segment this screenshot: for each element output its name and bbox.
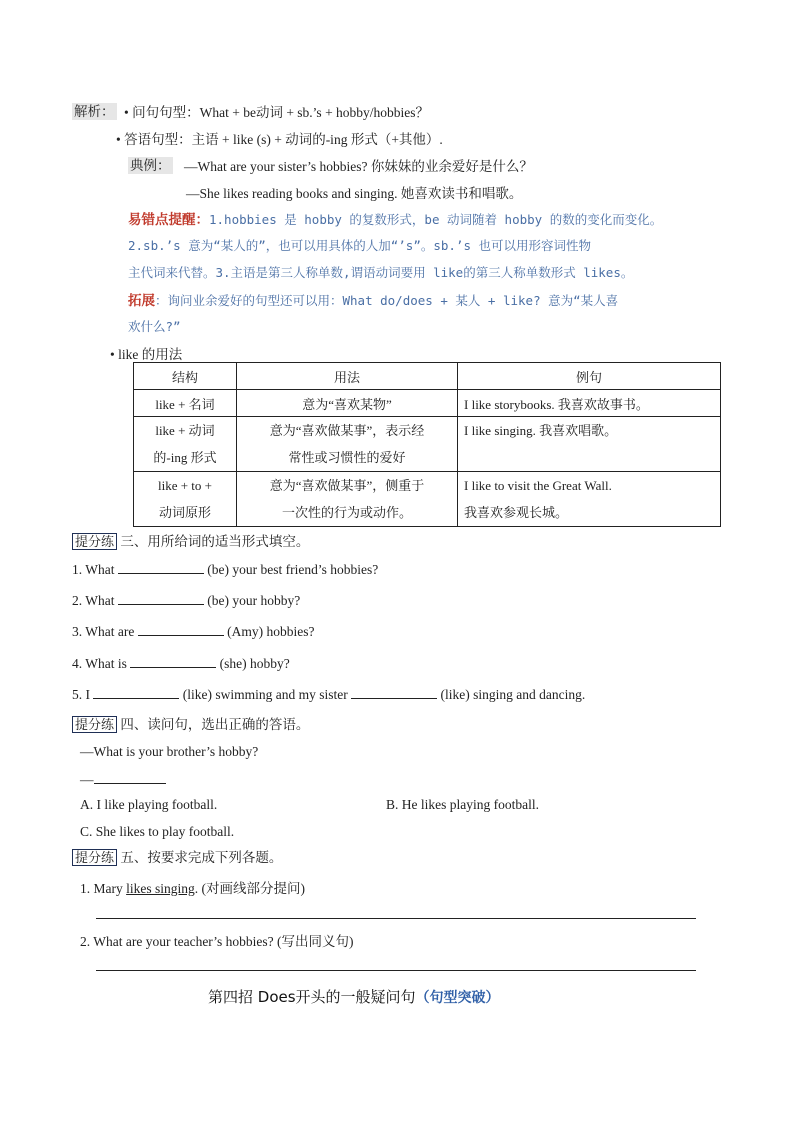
blank-input[interactable] [93,686,179,699]
exercise-3-title: 三、用所给词的适当形式填空。 [120,534,310,549]
cell-line: 的-ing 形式 [153,450,217,465]
blank-input[interactable] [118,592,204,605]
practice-tag: 提分练 [72,533,117,550]
table-header-example: 例句 [458,363,721,390]
dash: — [80,772,94,787]
exercise-4-answer-row [80,771,166,788]
exercise-4-header [72,713,309,733]
exercise-4-question: —What is your brother’s hobby? [80,744,259,759]
q2-start: 2. What [72,593,115,608]
table-cell: 意为“喜欢某物” [237,390,458,417]
q1-end: . (对画线部分提问) [194,881,306,896]
q3-end: (Amy) hobbies? [227,624,315,639]
table-cell [134,417,237,472]
blank-input[interactable] [351,686,437,699]
table-cell [237,472,458,527]
section-heading-sub: （句型突破） [415,990,500,1006]
table-cell: like + 名词 [134,390,237,417]
example-label-wrap [128,154,173,174]
exercise-5-header [72,846,282,866]
table-header-usage: 用法 [237,363,458,390]
q5-start: 5. I [72,687,90,702]
cell-line: I like to visit the Great Wall. [464,478,612,493]
option-b[interactable]: B. He likes playing football. [386,797,539,812]
cell-line: 意为“喜欢做某事”，表示经 [269,423,425,438]
blank-input[interactable] [118,561,204,574]
exercise-3-q3 [72,623,314,640]
cell-line: 意为“喜欢做某事”，侧重于 [269,478,425,493]
q2-end: (be) your hobby? [207,593,301,608]
exercise-3-header [72,530,309,550]
table-header-row [134,363,721,390]
cell-line: like + 动词 [155,423,215,438]
table-cell [458,417,721,472]
exercise-3-q5 [72,686,585,703]
exercise-3-q4 [72,655,290,672]
extension-text-1: ：询问业余爱好的句型还可以用：What do/does + 某人 + like? 意为“某人喜 [155,293,619,308]
analysis-label: 解析： [74,104,115,119]
exercise-5-title: 五、按要求完成下列各题。 [120,850,283,865]
option-c[interactable]: C. She likes to play football. [80,824,235,839]
underlined-part: likes singing [126,881,195,896]
cell-line: like + to + [157,478,213,493]
table-row [134,390,721,417]
answer-line-1[interactable] [96,918,696,919]
cell-line: 我喜欢参观长城。 [464,505,569,520]
like-usage-title: • like 的用法 [110,347,183,362]
example-answer: —She likes reading books and singing. 她喜欢读书和唱歌。 [186,186,523,201]
cell-line: 常性或习惯性的爱好 [288,450,406,465]
q1-start: 1. Mary [80,881,123,896]
like-usage-table [133,362,721,527]
error-note-line-1 [128,208,662,228]
answer-pattern: • 答语句型：主语 + like (s) + 动词的-ing 形式（+其他）. [116,132,443,147]
table-cell [134,472,237,527]
table-cell [237,417,458,472]
q1-start: 1. What [72,562,115,577]
q5-middle: (like) swimming and my sister [182,687,348,702]
exercise-4-title: 四、读问句，选出正确的答语。 [120,717,310,732]
error-note-text-3: 主代词来代替。3.主语是第三人称单数,谓语动词要用 like的第三人称单数形式 likes。 [128,265,634,280]
analysis-section [72,100,117,120]
error-note-text-2: 2.sb.’s 意为“某人的”，也可以用具体的人加“’s”。sb.’s 也可以用形容词性物 [128,238,592,253]
table-cell: I like storybooks. 我喜欢故事书。 [458,390,721,417]
q4-end: (she) hobby? [219,656,290,671]
example-question: —What are your sister’s hobbies? 你妹妹的业余爱好是什么？ [184,159,533,174]
extension-label: 拓展 [128,293,155,308]
table-row [134,417,721,472]
q5-end: (like) singing and dancing. [440,687,586,702]
practice-tag: 提分练 [72,849,117,866]
q3-start: 3. What are [72,624,135,639]
question-pattern: • 问句句型：What + be动词 + sb.’s + hobby/hobbies？ [124,105,430,120]
cell-line: 动词原形 [158,505,211,520]
error-note-label: 易错点提醒： [128,212,209,227]
q1-end: (be) your best friend’s hobbies? [207,562,379,577]
table-cell [458,472,721,527]
blank-input[interactable] [130,655,216,668]
cell-line: I like singing. 我喜欢唱歌。 [464,423,618,438]
exercise-5-q2: 2. What are your teacher’s hobbies? (写出同义句) [80,934,354,949]
section-heading [208,986,500,1007]
exercise-5-q1 [80,877,305,897]
option-a[interactable]: A. I like playing football. [80,797,218,812]
extension-text-2: 欢什么?” [128,319,181,334]
table-header-structure: 结构 [134,363,237,390]
exercise-3-q2 [72,592,300,609]
extension-line-1 [128,289,618,309]
blank-input[interactable] [138,623,224,636]
table-row [134,472,721,527]
cell-line: 一次性的行为或动作。 [281,505,412,520]
q4-start: 4. What is [72,656,127,671]
exercise-3-q1 [72,561,378,578]
section-heading-main: 第四招 Does开头的一般疑问句 [208,988,416,1006]
example-label: 典例： [130,158,171,173]
practice-tag: 提分练 [72,716,117,733]
answer-blank[interactable] [94,771,166,784]
answer-line-2[interactable] [96,970,696,971]
error-note-text-1: 1.hobbies 是 hobby 的复数形式，be 动词随着 hobby 的数的变化而变化。 [209,212,663,227]
